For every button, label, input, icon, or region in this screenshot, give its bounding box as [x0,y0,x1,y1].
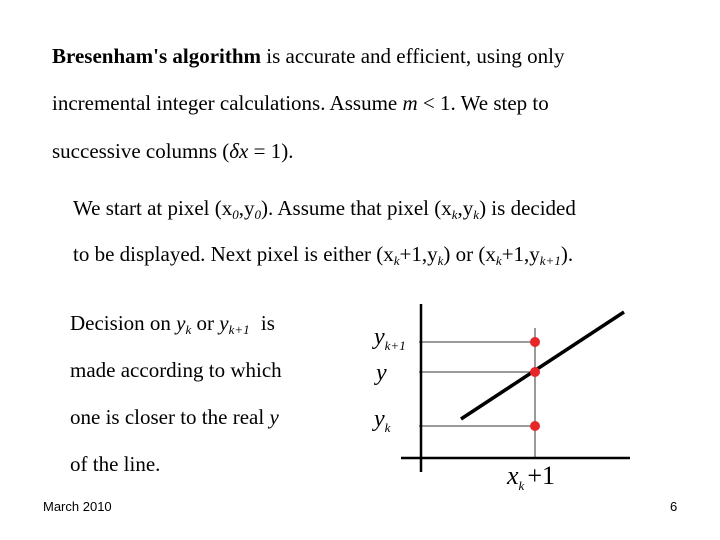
start-l2-b: +1,y [399,242,438,266]
decision-line-3 [70,405,279,430]
decision-y2: y [219,311,229,335]
intro-line-2 [52,91,549,116]
start-l2-subk2: k [437,253,444,268]
label-yk1: $y_{k+1}$ [374,324,406,353]
footer-date: March 2010 [43,499,112,514]
start-l1-b: ,y [238,196,255,220]
start-l2-e: ). [560,242,574,266]
label-xk1: $x_k +1$ [507,461,555,493]
decision-line-2 [70,358,282,383]
intro-line-2-text-b: We step to [460,91,549,115]
page-number: 6 [670,499,678,514]
slope-condition: < 1. [422,91,456,115]
pixel-y [530,367,540,377]
decision-line-1 [70,311,275,338]
pixel-yk1 [530,337,540,347]
delta-x: δx [229,139,249,163]
decision-l1-a: Decision on [70,311,171,335]
label-yk: $y_k$ [374,406,391,435]
decision-real-y: y [269,405,279,429]
decision-or: or [196,311,215,335]
start-l2-subk3: k [495,253,502,268]
start-l2-subk: k [393,253,400,268]
intro-line-2-text-a: incremental integer calculations. Assume [52,91,398,115]
decision-l2: made according to which [70,358,282,382]
pixel-decision-diagram [355,300,645,500]
decision-l4: of the line. [70,452,161,476]
decision-line-4 [70,452,160,477]
label-y: y [376,360,387,386]
intro-line-3-text: successive columns ( [52,139,230,163]
decision-is: is [260,311,275,335]
start-l1-a: We start at pixel (x [73,196,233,220]
start-l1-sub0: 0 [232,207,239,222]
start-l2-d: +1,y [501,242,540,266]
decision-sub1: k [185,322,192,337]
decision-sub2: k+1 [228,322,250,337]
start-l2-subk4: k+1 [539,253,561,268]
start-l1-sub1: 0 [254,207,262,222]
start-l2-a: to be displayed. Next pixel is either (x [73,242,394,266]
start-l1-e: ) is decided [479,196,576,220]
slope-variable: m [402,91,418,115]
start-l1-subk2: k [473,207,480,222]
delta-x-value: = 1). [253,139,294,163]
intro-line-1 [52,44,564,69]
start-line-1 [73,196,576,223]
start-l2-c: ) or (x [443,242,496,266]
decision-y1: y [176,311,186,335]
start-l1-subk: k [451,207,458,222]
decision-l3-a: one is closer to the real [70,405,265,429]
algorithm-name: Bresenham's algorithm [52,44,262,68]
pixel-yk [530,421,540,431]
intro-line-3 [52,139,293,164]
real-line [461,312,624,419]
start-l1-c: ). Assume that pixel (x [261,196,452,220]
start-l1-d: ,y [457,196,474,220]
intro-line-1-rest: is accurate and efficient, using only [266,44,565,68]
start-line-2 [73,242,573,269]
